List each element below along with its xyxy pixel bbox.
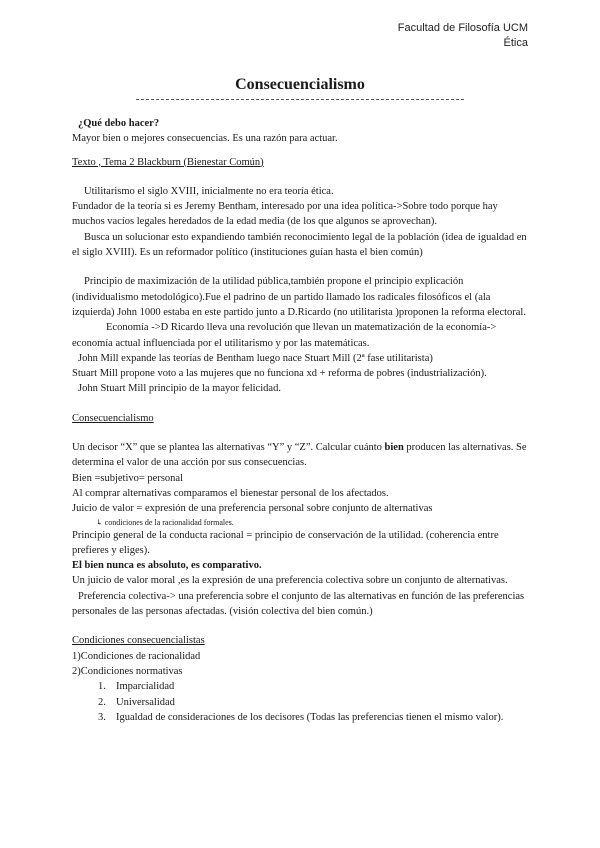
paragraph-decisor: [72, 440, 532, 471]
header-faculty: Facultad de Filosofía UCM: [397, 22, 528, 34]
header-subject: Ética: [503, 37, 528, 49]
paragraph-solucion: Busca un solucionar esto expandiendo también reconocimiento legal de la población (idea de igualdad en el siglo XVIII). Es un reformador político (instituciones guían hasta el bien común): [72, 231, 527, 259]
paragraph-john-mill: John Mill expande las teorías de Bentham luego nace Stuart Mill (2ª fase utilitarista): [78, 352, 433, 364]
paragraph-preferencia-colectiva: Preferencia colectiva-> una preferencia sobre el conjunto de las alternativas en función de las preferencias personales de las personas afectadas. (visión colectiva del bien común.): [72, 590, 525, 618]
title-divider: [136, 99, 464, 100]
paragraph-juicio-valor: Juicio de valor = expresión de una preferencia personal sobre conjunto de alternativas: [72, 503, 433, 515]
question-text: Mayor bien o mejores consecuencias. Es una razón para actuar.: [72, 133, 338, 145]
paragraph-economia: Economía ->D Ricardo lleva una revolución que llevan un matematización de la economía-> economía actual influenciada por el utilitarismo y por las matemáticas.: [72, 322, 497, 349]
list-item: [98, 695, 532, 710]
list-item-text: Imparcialidad: [116, 681, 175, 693]
decisor-text-post: producen las alternativas. Se determina el valor de una acción por sus consecuencias.: [72, 442, 527, 469]
decisor-text-pre: Un decisor “X” que se plantea las alternativas “Y” y “Z”. Calcular cuánto: [72, 442, 385, 454]
list-item: [98, 710, 532, 725]
page-title: Consecuencialismo: [235, 76, 365, 93]
decisor-text-bold: bien: [384, 442, 404, 454]
paragraph-juicio-moral: Un juicio de valor moral ,es la expresión de una preferencia colectiva sobre un conjunto de alternativas.: [72, 575, 508, 587]
texto-heading: Texto , Tema 2 Blackburn (Bienestar Común): [72, 156, 264, 168]
paragraph-bien-absoluto: El bien nunca es absoluto, es comparativo.: [72, 560, 262, 572]
list-item-text: Universalidad: [116, 696, 175, 708]
document-body: [72, 116, 532, 725]
paragraph-stuart-mill: Stuart Mill propone voto a las mujeres que no funciona xd + reforma de pobres (industrialización).: [72, 368, 487, 380]
consecuencialismo-heading: Consecuencialismo: [72, 412, 154, 424]
paragraph-felicidad: John Stuart Mill principio de la mayor felicidad.: [78, 383, 281, 395]
paragraph-utilitarismo: Utilitarismo el siglo XVIII, inicialmente no era teoría ética.: [84, 185, 334, 197]
note-condiciones: ↳ condiciones de la racionalidad formales.: [96, 517, 234, 527]
list-item: [98, 679, 532, 694]
condiciones-heading: Condiciones consecuencialistas: [72, 635, 205, 647]
list-item-number: 1.: [98, 681, 106, 693]
paragraph-bien-subjetivo: Bien =subjetivo= personal: [72, 472, 183, 484]
list-item-number: 2.: [98, 696, 106, 708]
list-item-text: Igualdad de consideraciones de los decisores (Todas las preferencias tienen el mismo valor).: [116, 711, 504, 723]
paragraph-principio-general: Principio general de la conducta racional = principio de conservación de la utilidad. (coherencia entre prefieres y eliges).: [72, 529, 499, 556]
page-header: [398, 21, 528, 51]
paragraph-principio: Principio de maximización de la utilidad pública,también propone el principio explicación (individualismo metodológico).Fue el padrino de un partido llamado los radicales filosóficos el (ala izquierda) John 1000 estaba en este partido junto a D.Ricardo (no utilitarista )proponen la reforma electoral.: [72, 276, 526, 318]
paragraph-comparar: Al comprar alternativas comparamos el bienestar personal de los afectados.: [72, 487, 389, 499]
condition-normativas: 2)Condiciones normativas: [72, 665, 183, 677]
condition-racionalidad: 1)Condiciones de racionalidad: [72, 650, 201, 662]
normative-list: [72, 679, 532, 725]
question-heading: ¿Qué debo hacer?: [78, 118, 160, 129]
list-item-number: 3.: [98, 711, 106, 723]
paragraph-bentham: Fundador de la teoría si es Jeremy Bentham, interesado por una idea política->Sobre todo porque hay muchos vacíos legales heredados de la edad media (de los que algunos se aprovechan).: [72, 201, 498, 228]
